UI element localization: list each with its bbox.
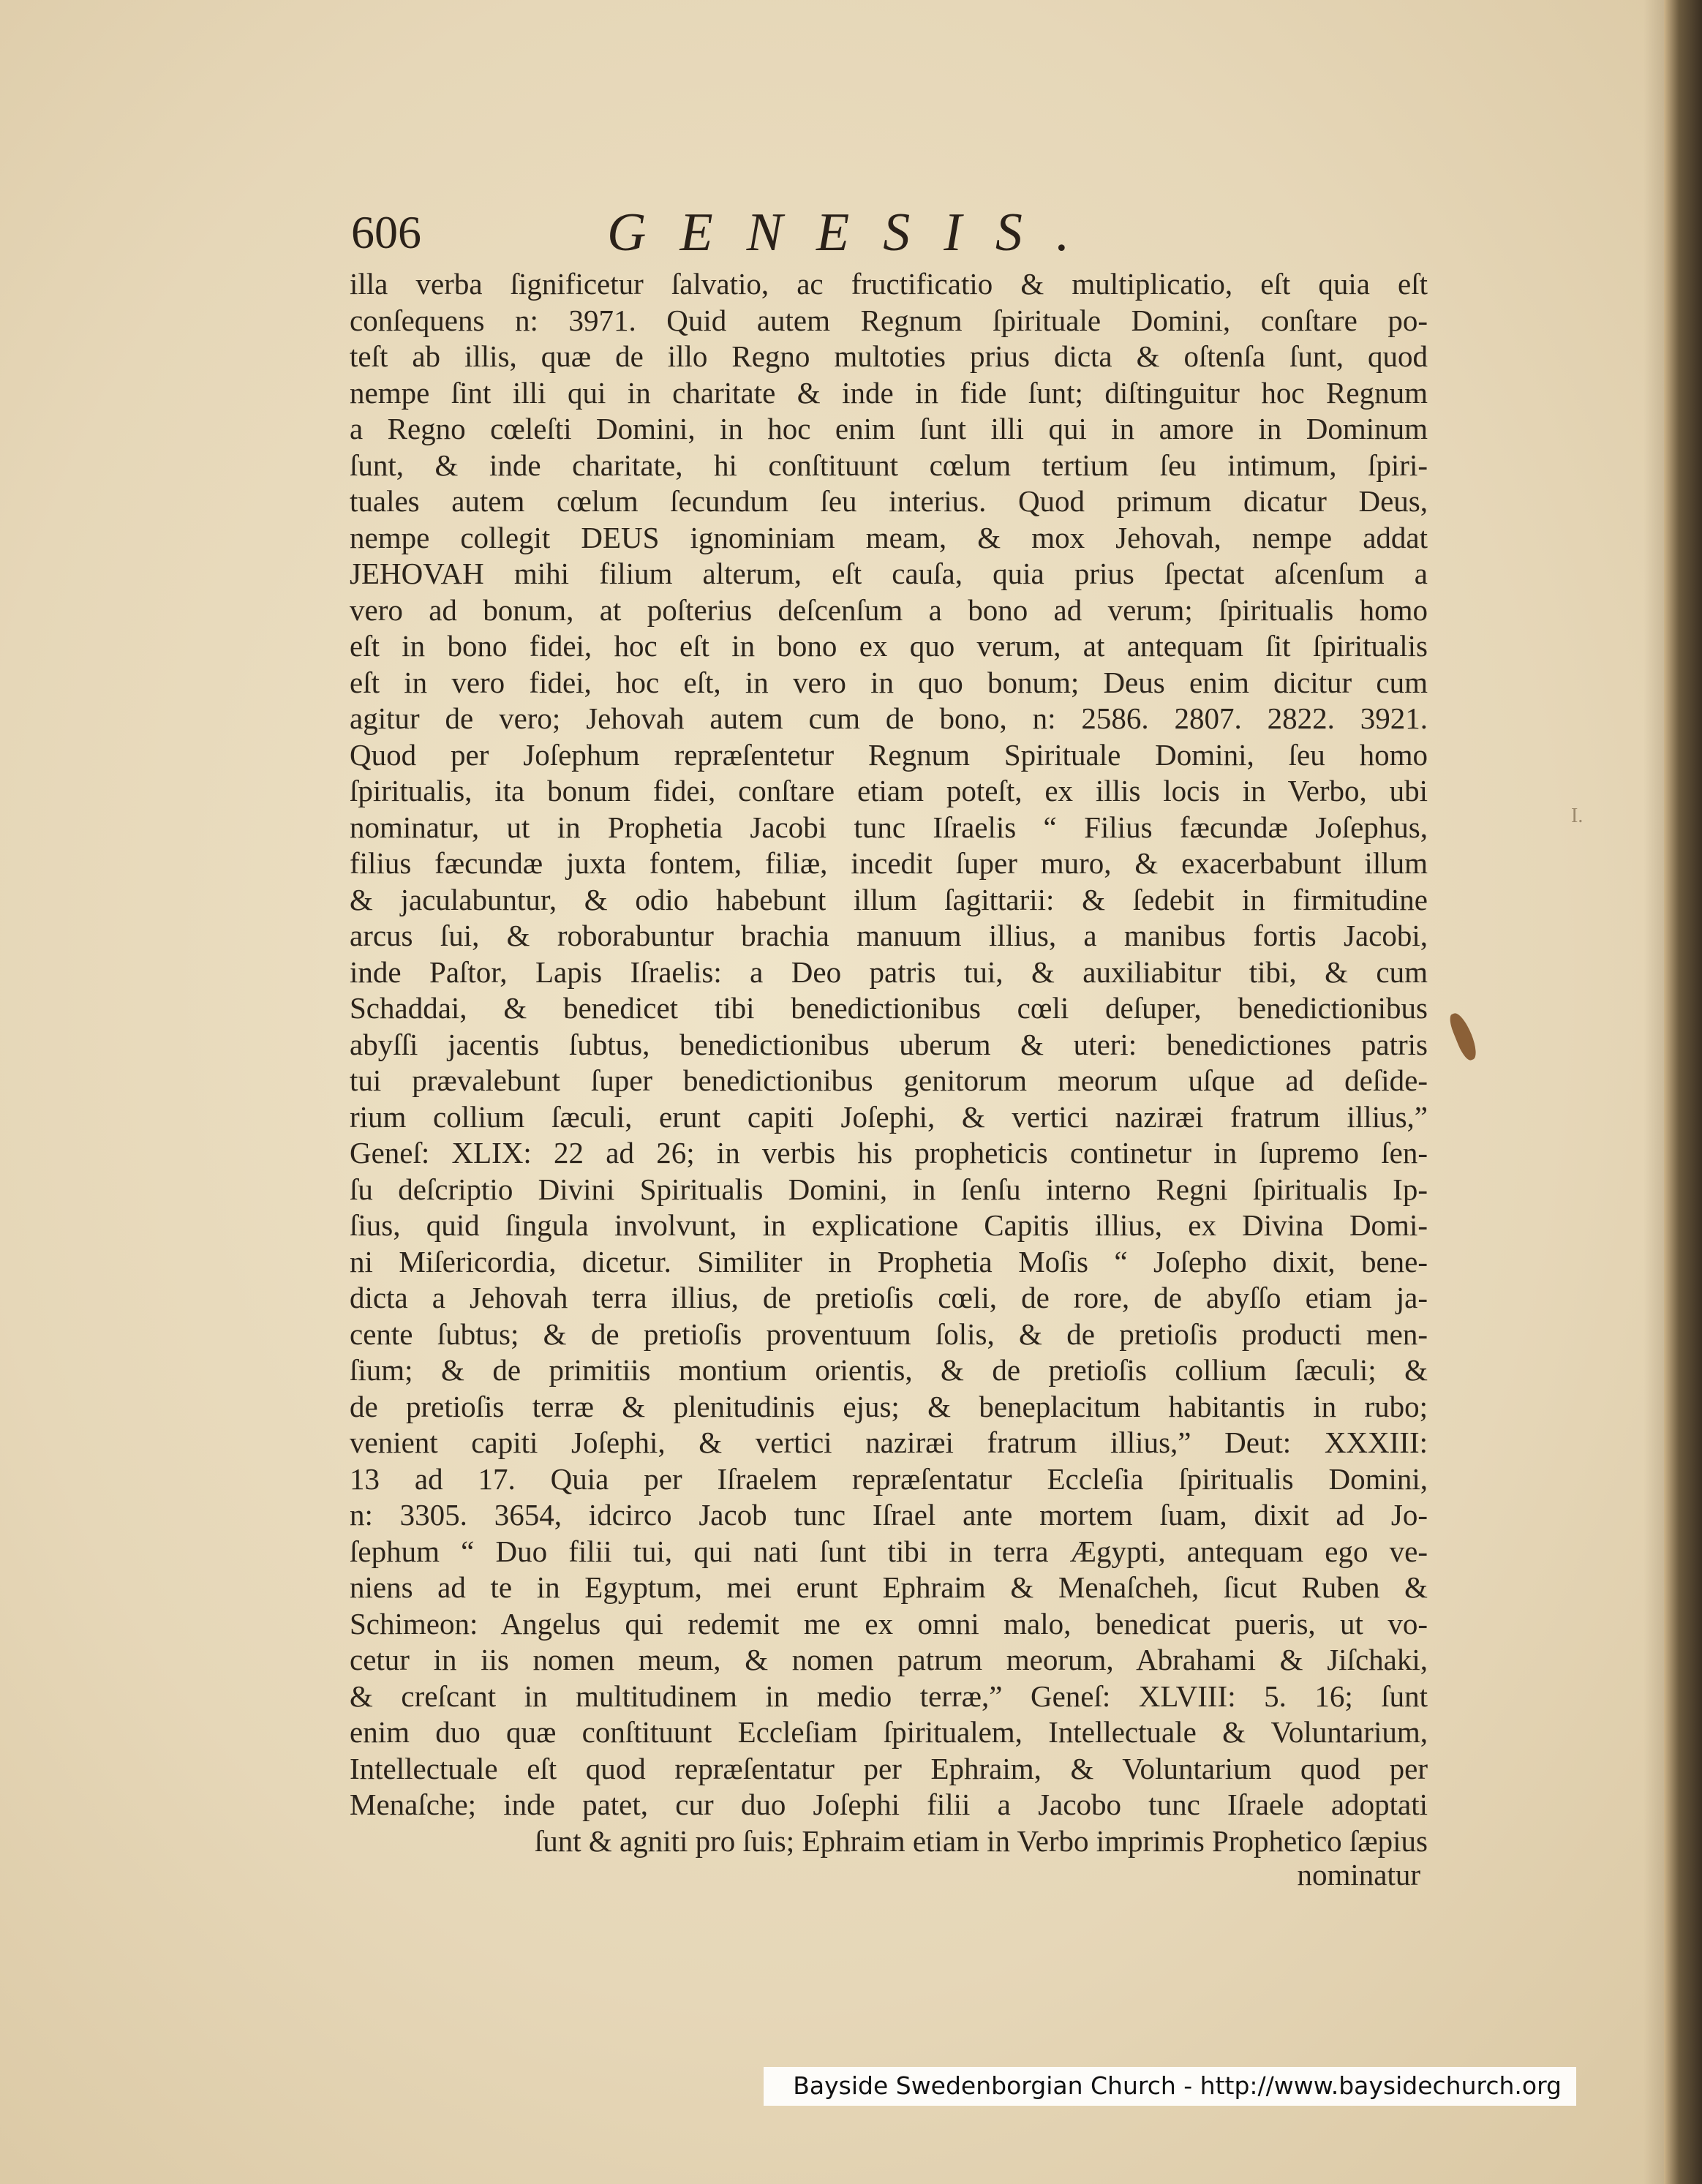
text-line: de pretioſis terræ & plenitudinis ejus; & beneplacitum habitantis in rubo; [350,1389,1428,1423]
text-line: dicta a Jehovah terra illius, de pretioſis cœli, de rore, de abyſſo etiam ja- [350,1281,1428,1314]
page-header [344,196,1426,269]
text-line: nempe collegit DEUS ignominiam meam, & mox Jehovah, nempe addat [350,520,1428,554]
page-number: 606 [351,206,421,258]
text-line: rium collium ſæculi, erunt capiti Joſephi, & vertici naziræi fratrum illius,” [350,1099,1428,1134]
text-line: n: 3305. 3654, idcirco Jacob tunc Iſrael ante mortem ſuam, dixit ad Jo- [350,1498,1428,1532]
text-line: cetur in iis nomen meum, & nomen patrum meorum, Abrahami & Jiſchaki, [350,1643,1428,1676]
text-line: Quod per Joſephum repræſentetur Regnum Spirituale Domini, ſeu homo [350,737,1428,772]
text-line: eſt in bono fidei, hoc eſt in bono ex quo verum, at antequam ſit ſpiritualis [350,629,1428,663]
text-line: Menaſche; inde patet, cur duo Joſephi filii a Jacobo tunc Iſraele adoptati [350,1788,1428,1821]
text-line: filius fæcundæ juxta fontem, filiæ, incedit ſuper muro, & exacerbabunt illum [350,846,1428,880]
catchword: nominatur [1297,1858,1420,1891]
text-line: & creſcant in multitudinem in medio terræ,” Geneſ: XLVIII: 5. 16; ſunt [350,1679,1428,1713]
text-line: Intellectuale eſt quod repræſentatur per Ephraim, & Voluntarium quod per [350,1751,1428,1785]
text-line: nempe ſint illi qui in charitate & inde in fide ſunt; diſtinguitur hoc Regnum [350,375,1428,410]
text-line: cente ſubtus; & de pretioſis proventuum ſolis, & de pretioſis producti men- [350,1317,1428,1351]
text-line: eſt in vero fidei, hoc eſt, in vero in quo bonum; Deus enim dicitur cum [350,665,1428,699]
gutter-shadow [1643,0,1664,2184]
text-line: & jaculabuntur, & odio habebunt illum ſagittarii: & ſedebit in firmitudine [350,882,1428,916]
text-line: enim duo quæ conſtituunt Eccleſiam ſpiritualem, Intellectuale & Voluntarium, [350,1715,1428,1749]
text-line: 13 ad 17. Quia per Iſraelem repræſentatur Eccleſia ſpiritualis Domini, [350,1461,1428,1496]
text-line: ſunt, & inde charitate, hi conſtituunt cœlum tertium ſeu intimum, ſpiri- [350,448,1428,482]
body-text [350,266,1428,1859]
text-line: Schaddai, & benedicet tibi benedictionibus cœli deſuper, benedictionibus [350,991,1428,1025]
text-line: ſunt & agniti pro ſuis; Ephraim etiam in Verbo imprimis Prophetico ſæpius [534,1823,1428,1858]
text-line: tuales autem cœlum ſecundum ſeu interius. Quod primum dicatur Deus, [350,484,1428,518]
text-line: Schimeon: Angelus qui redemit me ex omni malo, benedicat pueris, ut vo- [350,1606,1428,1641]
text-line: ſu deſcriptio Divini Spiritualis Domini, in ſenſu interno Regni ſpiritualis Ip- [350,1172,1428,1206]
running-title: GENESIS. [607,203,1104,263]
text-line: ni Miſericordia, dicetur. Similiter in Prophetia Moſis “ Joſepho dixit, bene- [350,1244,1428,1279]
text-line: ſium; & de primitiis montium orientis, & de pretioſis collium ſæculi; & [350,1353,1428,1387]
text-line: venient capiti Joſephi, & vertici naziræi fratrum illius,” Deut: XXXIII: [350,1426,1428,1459]
text-line: JEHOVAH mihi filium alterum, eſt cauſa, quia prius ſpectat aſcenſum a [350,557,1428,590]
book-edge [1664,0,1702,2184]
watermark-banner[interactable]: Bayside Swedenborgian Church - http://www.baysidechurch.org [764,2067,1576,2106]
text-line: illa verba ſignificetur ſalvatio, ac fructificatio & multiplicatio, eſt quia eſt [350,267,1428,301]
text-line: tui prævalebunt ſuper benedictionibus genitorum meorum uſque ad deſide- [350,1063,1428,1097]
text-line: Geneſ: XLIX: 22 ad 26; in verbis his propheticis continetur in ſupremo ſen- [350,1136,1428,1170]
text-line: arcus ſui, & roborabuntur brachia manuum illius, a manibus fortis Jacobi, [350,919,1428,952]
text-line: agitur de vero; Jehovah autem cum de bono, n: 2586. 2807. 2822. 3921. [350,701,1428,735]
text-line: abyſſi jacentis ſubtus, benedictionibus uberum & uteri: benedictiones patris [350,1027,1428,1061]
text-line: ſius, quid ſingula involvunt, in explicatione Capitis illius, ex Divina Domi- [350,1208,1428,1242]
text-line: teſt ab illis, quæ de illo Regno multoties prius dicta & oſtenſa ſunt, quod [350,339,1428,373]
text-line: conſequens n: 3971. Quid autem Regnum ſpirituale Domini, conſtare po- [350,303,1428,337]
text-line: niens ad te in Egyptum, mei erunt Ephraim & Menaſcheh, ſicut Ruben & [350,1570,1428,1604]
text-line: vero ad bonum, at poſterius deſcenſum a bono ad verum; ſpiritualis homo [350,592,1428,627]
text-line: inde Paſtor, Lapis Iſraelis: a Deo patris tui, & auxiliabitur tibi, & cum [350,954,1428,989]
text-line: nominatur, ut in Prophetia Jacobi tunc Iſraelis “ Filius fæcundæ Joſephus, [350,810,1428,844]
margin-mark: I. [1571,805,1584,827]
text-line: ſpiritualis, ita bonum fidei, conſtare etiam poteſt, ex illis locis in Verbo, ubi [350,774,1428,807]
text-line: a Regno cœleſti Domini, in hoc enim ſunt illi qui in amore in Dominum [350,412,1428,445]
text-line: ſephum “ Duo filii tui, qui nati ſunt tibi in terra Ægypti, antequam ego ve- [350,1534,1428,1568]
